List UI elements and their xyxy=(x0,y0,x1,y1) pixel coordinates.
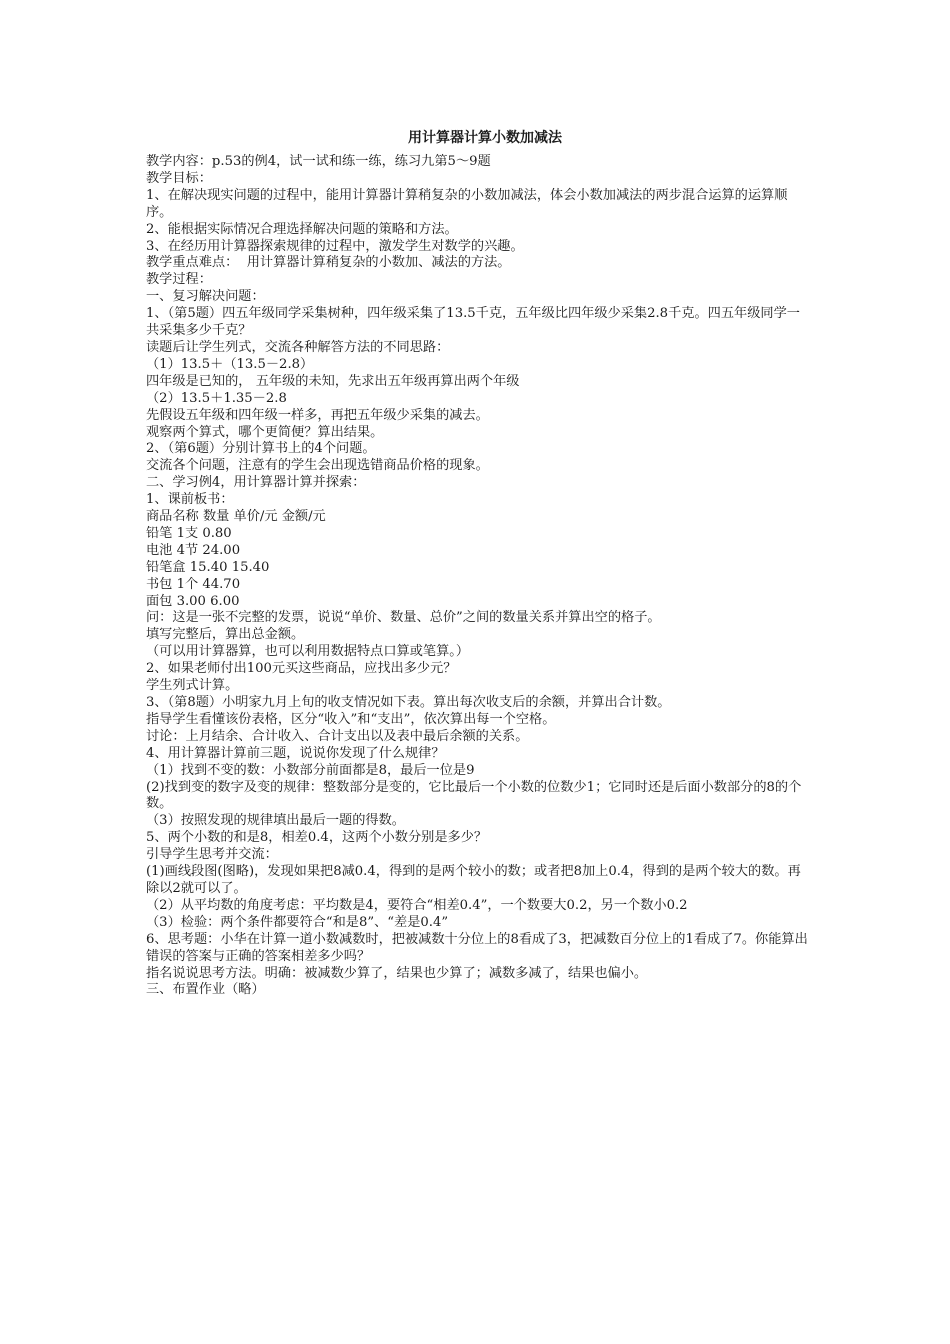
body-line: （2）从平均数的角度考虑：平均数是4，要符合“相差0.4”，一个数要大0.2，另一个数小0.2 xyxy=(146,897,688,913)
body-line: （可以用计算器算，也可以利用数据特点口算或笔算。） xyxy=(146,644,470,660)
body-line: 面包 3.00 6.00 xyxy=(146,593,240,609)
body-line: 教学内容：p.53的例4，试一试和练一练，练习九第5～9题 xyxy=(146,154,491,169)
body-line: （3）按照发现的规律填出最后一题的得数。 xyxy=(146,813,405,829)
body-line: 填写完整后，算出总金额。 xyxy=(146,627,305,643)
body-line: 三、布置作业（略） xyxy=(146,982,265,998)
body-line: 4、用计算器计算前三题，说说你发现了什么规律？ xyxy=(146,745,445,761)
body-line: 商品名称 数量 单价/元 金额/元 xyxy=(146,509,326,525)
body-line: 问：这是一张不完整的发票，说说“单价、数量、总价”之间的数量关系并算出空的格子。 xyxy=(146,610,661,626)
body-line: 5、两个小数的和是8，相差0.4，这两个小数分别是多少？ xyxy=(146,830,488,846)
body-line: 2、（第6题）分别计算书上的4个问题。 xyxy=(146,441,376,457)
document-body xyxy=(146,154,810,999)
body-line: （2）13.5＋1.35－2.8 xyxy=(146,390,287,406)
body-line: 教学过程： xyxy=(146,272,212,288)
body-line: 一、复习解决问题： xyxy=(146,289,265,305)
body-line: 铅笔盒 15.40 15.40 xyxy=(146,559,270,575)
body-line: 教学重点难点： 用计算器计算稍复杂的小数加、减法的方法。 xyxy=(146,255,511,271)
body-line: 1、在解决现实问题的过程中，能用计算器计算稍复杂的小数加减法，体会小数加减法的两步混合运算的运算顺序。 xyxy=(146,187,788,220)
document-page xyxy=(146,128,810,999)
body-line: 书包 1个 44.70 xyxy=(146,576,241,592)
body-line: 电池 4节 24.00 xyxy=(146,542,241,558)
body-line: 铅笔 1支 0.80 xyxy=(146,525,232,541)
body-line: 2、能根据实际情况合理选择解决问题的策略和方法。 xyxy=(146,221,458,237)
body-line: 1、（第5题）四五年级同学采集树种，四年级采集了13.5千克，五年级比四年级少采集2.8千克。四五年级同学一共采集多少千克？ xyxy=(146,306,800,339)
body-line: （1）找到不变的数：小数部分前面都是8，最后一位是9 xyxy=(146,762,475,778)
body-line: 先假设五年级和四年级一样多，再把五年级少采集的减去。 xyxy=(146,407,489,423)
body-line: 学生列式计算。 xyxy=(146,678,239,694)
body-line: 读题后让学生列式，交流各种解答方法的不同思路： xyxy=(146,339,450,355)
body-line: 讨论：上月结余、合计收入、合计支出以及表中最后余额的关系。 xyxy=(146,728,529,744)
body-line: 教学目标： xyxy=(146,170,212,186)
body-line: 四年级是已知的， 五年级的未知，先求出五年级再算出两个年级 xyxy=(146,373,520,389)
body-line: 6、思考题：小华在计算一道小数减数时，把被减数十分位上的8看成了3，把减数百分位上的1看成了7。你能算出错误的答案与正确的答案相差多少吗？ xyxy=(146,931,808,964)
document-title: 用计算器计算小数加减法 xyxy=(408,130,562,146)
body-line: 二、学习例4，用计算器计算并探索： xyxy=(146,475,366,491)
body-line: 指导学生看懂该份表格，区分“收入”和“支出”，依次算出每一个空格。 xyxy=(146,711,556,727)
body-line: (1)画线段图(图略)，发现如果把8减0.4，得到的是两个较小的数；或者把8加上0.4，得到的是两个较大的数。再除以2就可以了。 xyxy=(146,864,801,896)
body-line: (2)找到变的数字及变的规律：整数部分是变的，它比最后一个小数的位数少1；它同时还是后面小数部分的8的个数。 xyxy=(146,779,802,812)
body-line: 3、（第8题）小明家九月上旬的收支情况如下表。算出每次收支后的余额，并算出合计数。 xyxy=(146,695,671,710)
body-line: （3）检验：两个条件都要符合“和是8”、“差是0.4” xyxy=(146,914,449,930)
body-line: 引导学生思考并交流： xyxy=(146,847,278,863)
body-line: 1、课前板书： xyxy=(146,492,234,508)
body-line: 观察两个算式，哪个更简便？算出结果。 xyxy=(146,424,384,440)
body-line: 2、如果老师付出100元买这些商品，应找出多少元？ xyxy=(146,661,457,677)
body-line: 交流各个问题，注意有的学生会出现选错商品价格的现象。 xyxy=(146,458,489,474)
body-line: 指名说说思考方法。明确：被减数少算了，结果也少算了；减数多减了，结果也偏小。 xyxy=(146,965,648,981)
body-line: 3、在经历用计算器探索规律的过程中，激发学生对数学的兴趣。 xyxy=(146,238,524,254)
body-line: （1）13.5＋（13.5－2.8） xyxy=(146,356,314,372)
